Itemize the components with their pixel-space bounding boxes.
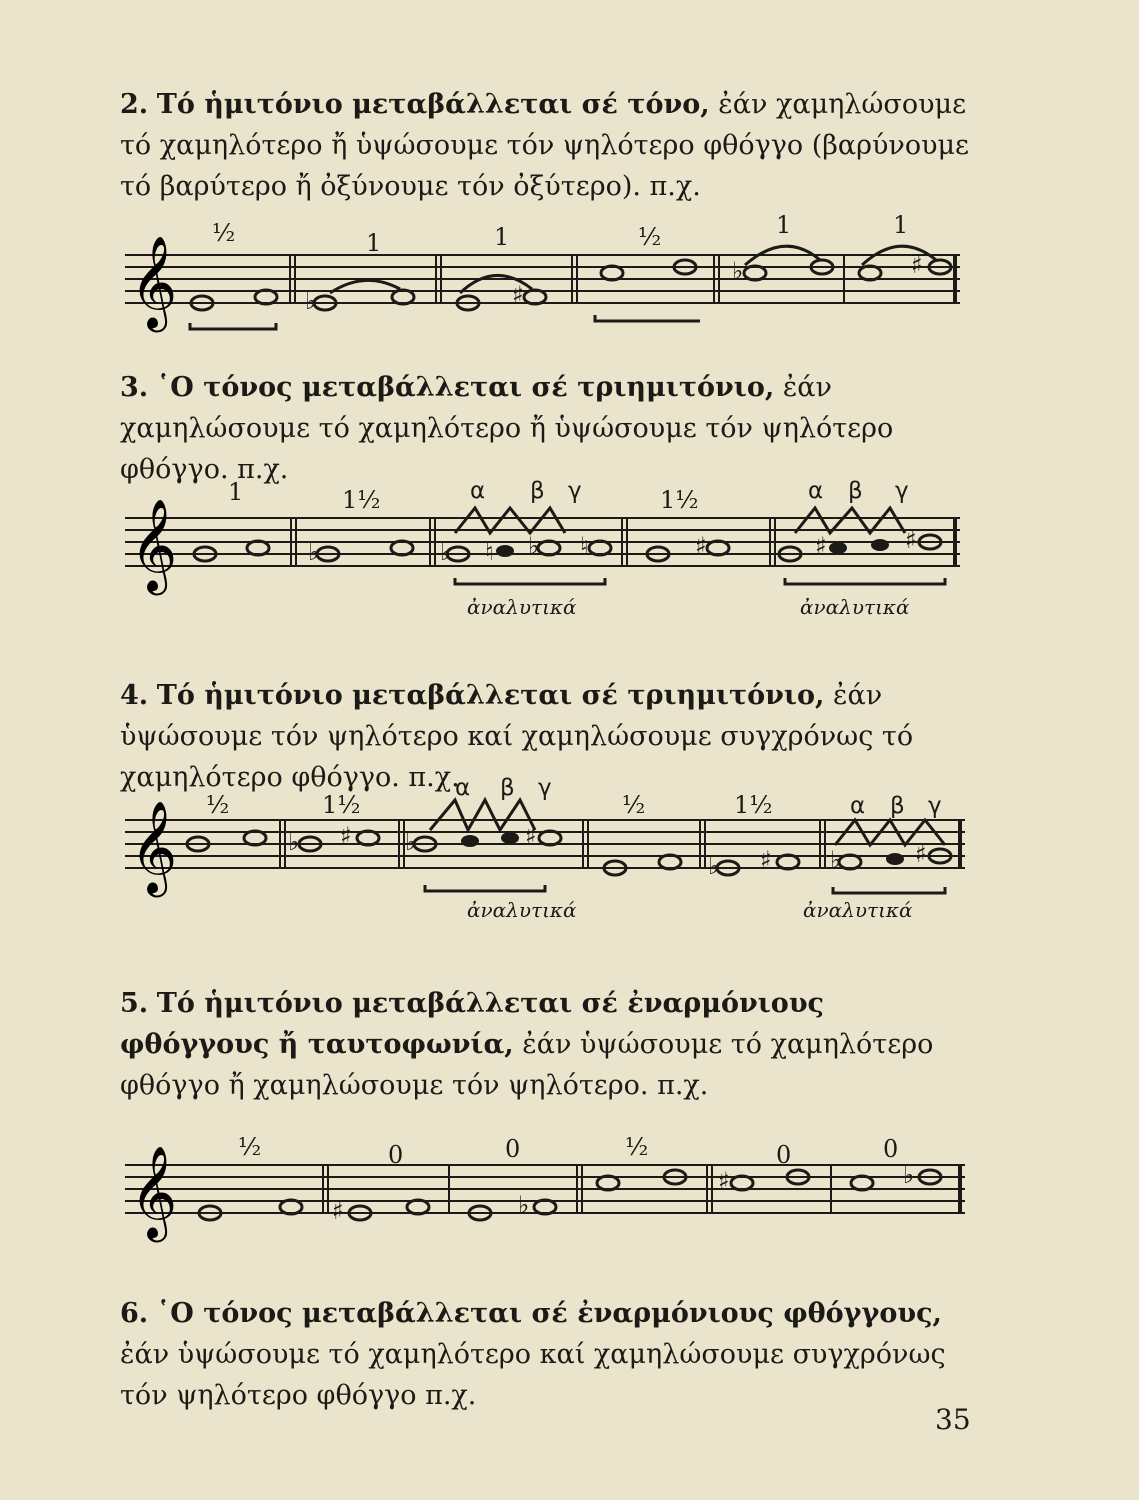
rule-6-paragraph <box>120 1293 970 1416</box>
analytika-label: ἀναλυτικά <box>800 595 910 619</box>
svg-text:♭: ♭ <box>288 828 300 856</box>
svg-text:♮: ♮ <box>580 532 589 560</box>
interval-mark: 1 <box>228 478 244 506</box>
interval-mark: 1 <box>893 211 909 239</box>
interval-mark: 0 <box>776 1141 792 1169</box>
label-alpha: α <box>470 478 486 504</box>
svg-text:♯: ♯ <box>815 532 827 560</box>
music-example-4 <box>0 775 1139 935</box>
interval-mark: 1 <box>494 223 510 251</box>
page-number: 35 <box>935 1403 971 1436</box>
treble-clef-icon: 𝄞 <box>130 498 178 591</box>
interval-mark: ½ <box>638 223 662 251</box>
rule-text: ἐάν χαμηλώσουμε τό χαμηλότερο ἤ ὑψώσουμε τόν ψηλότερο φθόγγο (βαρύνουμε τό βαρύτερο ἤ ὀξύνουμε τόν ὀξύτερο). π.χ. <box>120 89 970 202</box>
rule-5-paragraph <box>120 983 970 1106</box>
label-gamma: γ <box>895 478 909 504</box>
interval-mark: 1½ <box>660 486 699 514</box>
treble-clef-icon: 𝄞 <box>130 1145 178 1238</box>
interval-mark: 0 <box>883 1135 899 1163</box>
svg-text:♭: ♭ <box>440 538 452 566</box>
svg-text:♮: ♮ <box>485 538 494 566</box>
svg-text:♭: ♭ <box>528 532 540 560</box>
label-gamma: γ <box>568 478 582 504</box>
label-beta: β <box>500 775 515 801</box>
svg-text:♯: ♯ <box>512 281 524 309</box>
svg-text:♯: ♯ <box>332 1197 344 1225</box>
analytika-label: ἀναλυτικά <box>803 898 913 922</box>
rule-text: ἐάν ὑψώσουμε τό χαμηλότερο καί χαμηλώσουμε συγχρόνως τόν ψηλότερο φθόγγο π.χ. <box>120 1339 946 1411</box>
svg-text:♭: ♭ <box>308 538 320 566</box>
svg-text:♯: ♯ <box>905 526 917 554</box>
interval-mark: ½ <box>622 791 646 819</box>
rule-number: 6. <box>120 1298 149 1329</box>
label-beta: β <box>848 478 863 504</box>
label-gamma: γ <box>538 775 552 801</box>
interval-mark: 0 <box>388 1141 404 1169</box>
rule-number: 4. <box>120 680 149 711</box>
svg-text:♭: ♭ <box>732 257 744 285</box>
label-alpha: α <box>850 793 866 819</box>
label-gamma: γ <box>928 793 942 819</box>
rule-text: ἐάν ὑψώσουμε τό χαμηλότερο φθόγγο ἤ χαμηλώσουμε τόν ψηλότερο. π.χ. <box>120 1029 934 1101</box>
rule-3-paragraph <box>120 367 970 490</box>
label-alpha: α <box>808 478 824 504</box>
interval-mark: 1 <box>776 211 792 239</box>
label-beta: β <box>530 478 545 504</box>
rule-lead: ῾Ο τόνος μεταβάλλεται σέ ἐναρμόνιους φθόγγους, <box>156 1298 942 1329</box>
svg-text:♯: ♯ <box>718 1167 730 1195</box>
svg-text:♯: ♯ <box>525 822 537 850</box>
svg-text:♯: ♯ <box>760 846 772 874</box>
interval-mark: 1 <box>366 229 382 257</box>
svg-text:♭: ♭ <box>305 287 317 315</box>
rule-2-paragraph <box>120 84 970 207</box>
rule-text: ἐάν χαμηλώσουμε τό χαμηλότερο ἤ ὑψώσουμε τόν ψηλότερο φθόγγο. π.χ. <box>120 372 894 485</box>
rule-lead: Τό ἡμιτόνιο μεταβάλλεται σέ τριημιτόνιο, <box>156 680 825 711</box>
svg-text:♭: ♭ <box>708 852 720 880</box>
music-example-3 <box>0 478 1139 638</box>
svg-text:♭: ♭ <box>405 828 417 856</box>
interval-mark: 1½ <box>322 791 361 819</box>
music-example-2 <box>0 205 1139 345</box>
interval-mark: ½ <box>212 219 236 247</box>
interval-mark: 1½ <box>342 486 381 514</box>
svg-text:♭: ♭ <box>518 1191 530 1219</box>
rule-number: 3. <box>120 372 149 403</box>
treble-clef-icon: 𝄞 <box>130 800 178 893</box>
rule-lead: Τό ἡμιτόνιο μεταβάλλεται σέ ἐναρμόνιους φθόγγους ἤ ταυτοφωνία, <box>120 988 824 1060</box>
interval-mark: 1½ <box>734 791 773 819</box>
svg-text:♯: ♯ <box>911 251 923 279</box>
svg-text:♯: ♯ <box>695 532 707 560</box>
label-alpha: α <box>455 775 471 801</box>
svg-text:♭: ♭ <box>903 1161 915 1189</box>
rule-number: 5. <box>120 988 149 1019</box>
treble-clef-icon: 𝄞 <box>130 235 178 328</box>
rule-text: ἐάν ὑψώσουμε τόν ψηλότερο καί χαμηλώσουμε συγχρόνως τό χαμηλότερο φθόγγο. π.χ. <box>120 680 914 793</box>
interval-mark: ½ <box>238 1133 262 1161</box>
svg-text:♯: ♯ <box>340 822 352 850</box>
analytika-label: ἀναλυτικά <box>467 595 577 619</box>
rule-lead: ῾Ο τόνος μεταβάλλεται σέ τριημιτόνιο, <box>156 372 775 403</box>
label-beta: β <box>890 793 905 819</box>
svg-text:♭: ♭ <box>830 846 842 874</box>
music-example-5 <box>0 1115 1139 1245</box>
interval-mark: ½ <box>206 791 230 819</box>
interval-mark: 0 <box>505 1135 521 1163</box>
analytika-label: ἀναλυτικά <box>467 898 577 922</box>
rule-number: 2. <box>120 89 149 120</box>
svg-text:♯: ♯ <box>915 840 927 868</box>
rule-lead: Τό ἡμιτόνιο μεταβάλλεται σέ τόνο, <box>156 89 710 120</box>
interval-mark: ½ <box>625 1133 649 1161</box>
